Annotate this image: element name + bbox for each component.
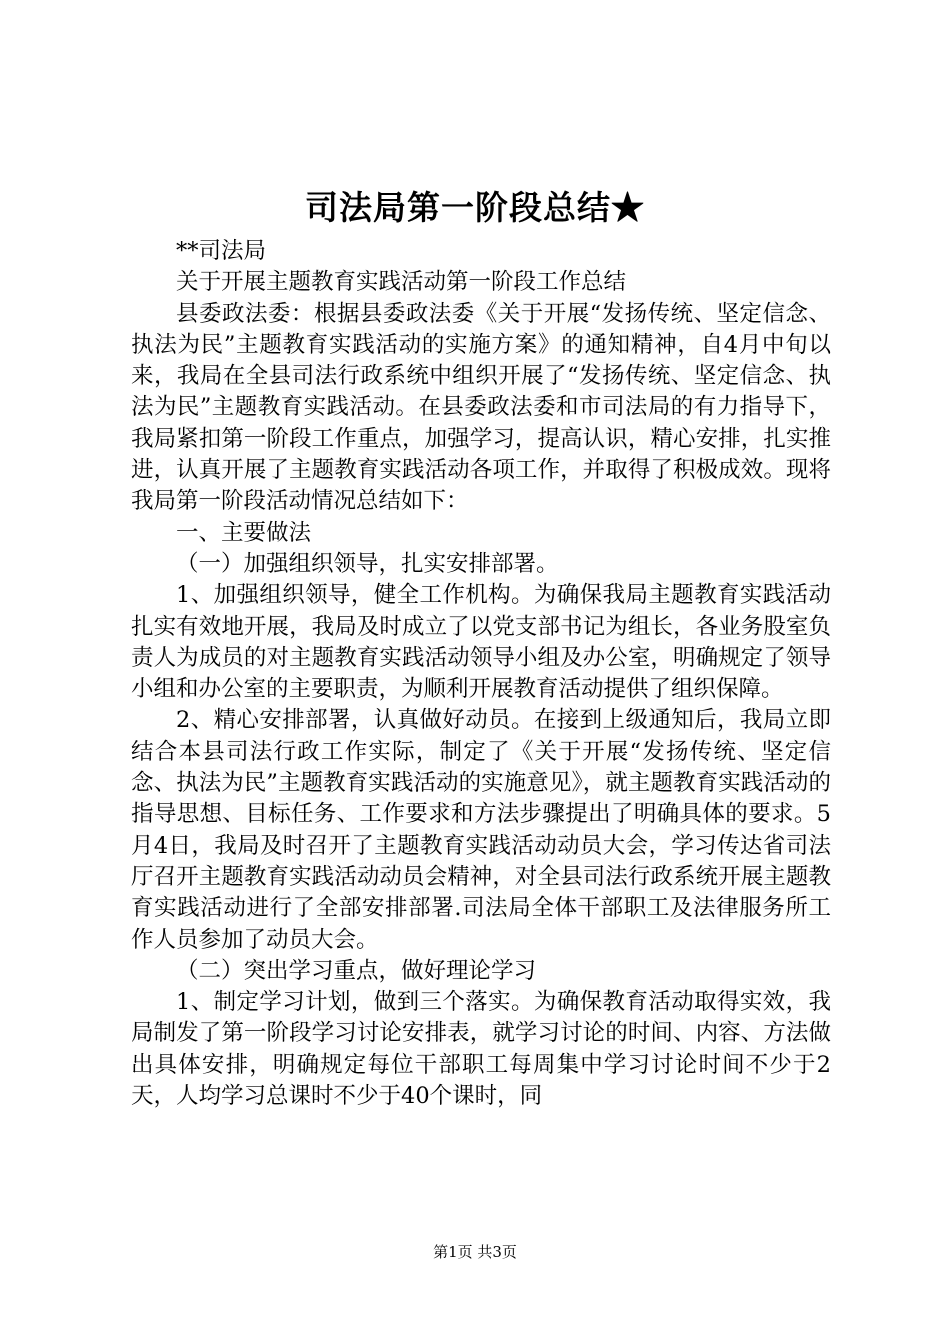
document-title: 司法局第一阶段总结★	[305, 188, 645, 227]
paragraph-study-item-1: 1、制定学习计划，做到三个落实。为确保教育活动取得实效，我局制发了第一阶段学习讨论安排表，就学习讨论的时间、内容、方法做出具体安排，明确规定每位干部职工每周集中学习讨论时间不少于2天，人均学习总课时不少于40个课时，同	[131, 989, 831, 1110]
paragraph-subject: 关于开展主题教育实践活动第一阶段工作总结	[176, 269, 627, 296]
subheading-organization: （一）加强组织领导，扎实安排部署。	[176, 550, 559, 577]
paragraph-sender: **司法局	[176, 238, 267, 264]
document-body	[131, 236, 831, 1112]
paragraph-item-1: 1、加强组织领导，健全工作机构。为确保我局主题教育实践活动扎实有效地开展，我局及时成立了以党支部书记为组长，各业务股室负责人为成员的对主题教育实践活动领导小组及办公室，明确规定了领导小组和办公室的主要职责，为顺利开展教育活动提供了组织保障。	[131, 582, 831, 703]
heading-main-practices: 一、主要做法	[176, 519, 312, 546]
paragraph-intro: 县委政法委：根据县委政法委《关于开展“发扬传统、坚定信念、执法为民”主题教育实践活动的实施方案》的通知精神，自4月中旬以来，我局在全县司法行政系统中组织开展了“发扬传统、坚定信念、执法为民”主题教育实践活动。在县委政法委和市司法局的有力指导下，我局紧扣第一阶段工作重点，加强学习，提高认识，精心安排，扎实推进，认真开展了主题教育实践活动各项工作，并取得了积极成效。现将我局第一阶段活动情况总结如下：	[131, 300, 831, 515]
subheading-study: （二）突出学习重点，做好理论学习	[176, 957, 537, 984]
paragraph-item-2: 2、精心安排部署，认真做好动员。在接到上级通知后，我局立即结合本县司法行政工作实际，制定了《关于开展“发扬传统、坚定信念、执法为民”主题教育实践活动的实施意见》，就主题教育实践活动的指导思想、目标任务、工作要求和方法步骤提出了明确具体的要求。5月4日，我局及时召开了主题教育实践活动动员大会，学习传达省司法厅召开主题教育实践活动动员会精神，对全县司法行政系统开展主题教育实践活动进行了全部安排部署.司法局全体干部职工及法律服务所工作人员参加了动员大会。	[131, 707, 831, 953]
page-footer: 第1页 共3页	[433, 1243, 517, 1261]
